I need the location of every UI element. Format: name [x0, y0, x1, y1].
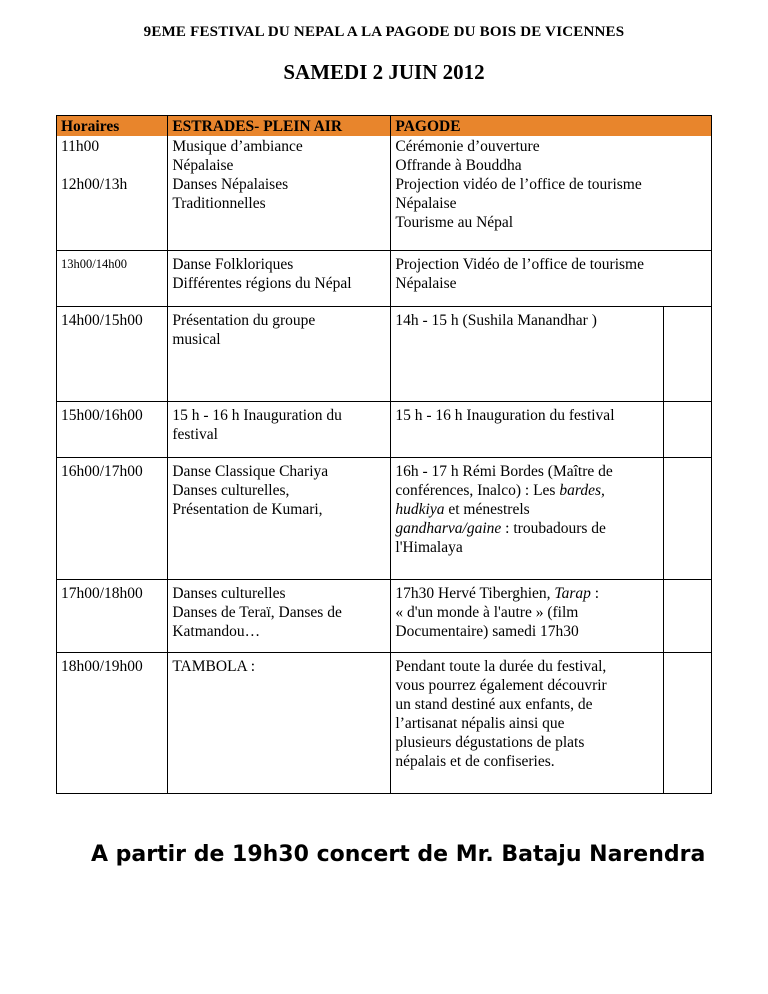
stage-cell: 15 h - 16 h Inauguration du festival [168, 401, 391, 457]
document-header: 9EME FESTIVAL DU NEPAL A LA PAGODE DU BOIS DE VICENNES [143, 24, 625, 40]
table-row [57, 457, 712, 579]
time-cell: 18h00/19h00 [57, 652, 168, 793]
time-cell: 11h00 12h00/13h [57, 136, 168, 250]
time-cell: 15h00/16h00 [57, 401, 168, 457]
table-header-row [57, 116, 712, 137]
time-cell: 16h00/17h00 [57, 457, 168, 579]
time-cell: 17h00/18h00 [57, 579, 168, 652]
stage-cell: Danse Folkloriques Différentes régions du Népal [168, 250, 391, 306]
pagode-cell: 16h - 17 h Rémi Bordes (Maître de conférences, Inalco) : Les bardes, hudkiya et ménestrels gandharva/gaine : troubadours de l'Himalaya [391, 457, 664, 579]
pagode-cell: Pendant toute la durée du festival, vous pourrez également découvrir un stand destiné aux enfants, de l’artisanat népalis ainsi que plusieurs dégustations de plats népalais et de confiseries. [391, 652, 664, 793]
table-row [57, 136, 712, 250]
stage-cell: TAMBOLA : [168, 652, 391, 793]
table-row [57, 250, 712, 306]
table-row [57, 401, 712, 457]
header-horaires: Horaires [57, 116, 168, 137]
stage-cell: Danse Classique Chariya Danses culturelles, Présentation de Kumari, [168, 457, 391, 579]
pagode-cell: 17h30 Hervé Tiberghien, Tarap : « d'un monde à l'autre » (film Documentaire) samedi 17h30 [391, 579, 664, 652]
empty-cell [664, 401, 712, 457]
stage-cell: Musique d’ambiance Népalaise Danses Népalaises Traditionnelles [168, 136, 391, 250]
stage-cell: Danses culturelles Danses de Teraï, Danses de Katmandou… [168, 579, 391, 652]
table-row [57, 306, 712, 401]
stage-cell: Présentation du groupe musical [168, 306, 391, 401]
empty-cell [664, 457, 712, 579]
schedule-table [56, 115, 712, 794]
time-cell: 14h00/15h00 [57, 306, 168, 401]
empty-cell [664, 579, 712, 652]
header-pagode: PAGODE [391, 116, 712, 137]
pagode-cell: 15 h - 16 h Inauguration du festival [391, 401, 664, 457]
time-cell: 13h00/14h00 [57, 250, 168, 306]
table-row [57, 652, 712, 793]
header-estrades: ESTRADES- PLEIN AIR [168, 116, 391, 137]
empty-cell [664, 306, 712, 401]
concert-announcement: A partir de 19h30 concert de Mr. Bataju Narendra [91, 842, 706, 867]
event-date: SAMEDI 2 JUIN 2012 [283, 60, 485, 84]
pagode-cell: Cérémonie d’ouverture Offrande à Bouddha Projection vidéo de l’office de tourisme Népalaise Tourisme au Népal [391, 136, 712, 250]
pagode-cell: 14h - 15 h (Sushila Manandhar ) [391, 306, 664, 401]
pagode-cell: Projection Vidéo de l’office de tourisme Népalaise [391, 250, 712, 306]
empty-cell [664, 652, 712, 793]
table-row [57, 579, 712, 652]
